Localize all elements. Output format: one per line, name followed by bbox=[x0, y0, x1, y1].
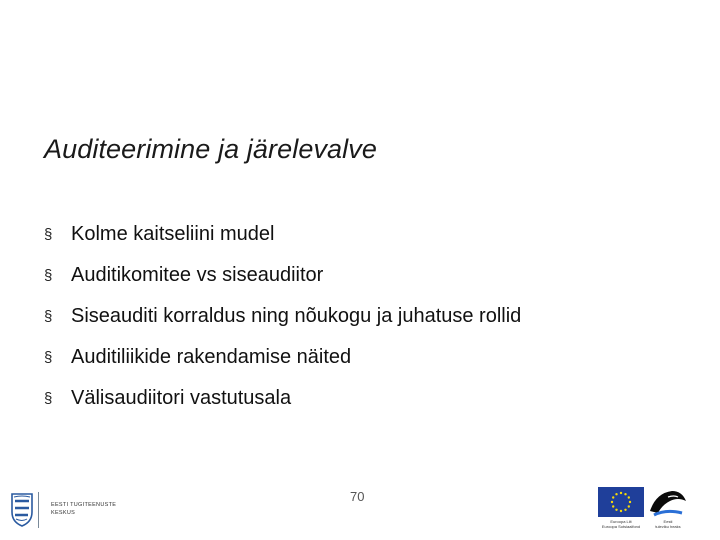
estonia-bird-icon bbox=[648, 487, 688, 519]
list-item bbox=[44, 214, 521, 255]
bullet-text: Kolme kaitseliini mudel bbox=[71, 223, 275, 245]
bullet-marker-icon: § bbox=[44, 390, 53, 407]
page-number: 70 bbox=[350, 489, 365, 504]
list-item bbox=[44, 296, 521, 337]
eu-caption-line: Euroopa Sotsiaalfond bbox=[601, 524, 641, 529]
logo-divider bbox=[38, 492, 39, 528]
bullet-text: Auditiliikide rakendamise näited bbox=[71, 346, 352, 368]
ee-caption bbox=[648, 519, 688, 529]
bullet-marker-icon: § bbox=[44, 349, 53, 366]
organization-name-line: KESKUS bbox=[51, 510, 76, 516]
bullet-marker-icon: § bbox=[44, 226, 53, 243]
funding-logos bbox=[598, 487, 698, 532]
eu-caption bbox=[598, 519, 644, 529]
list-item bbox=[44, 337, 521, 378]
eu-flag-icon bbox=[598, 487, 644, 517]
bullet-text: Siseauditi korraldus ning nõukogu ja juhatuse rollid bbox=[71, 305, 522, 327]
bullet-marker-icon: § bbox=[44, 308, 53, 325]
estonian-crest-icon bbox=[10, 492, 34, 528]
eu-caption-line: Euroopa Liit bbox=[610, 519, 632, 524]
ee-caption-line: tuleviku heaks bbox=[655, 524, 681, 529]
ee-caption-line: Eesti bbox=[663, 519, 673, 524]
list-item bbox=[44, 378, 521, 419]
bullet-list bbox=[44, 214, 521, 419]
organization-name bbox=[51, 501, 116, 517]
organization-logo bbox=[10, 492, 120, 530]
bullet-text: Välisaudiitori vastutusala bbox=[71, 387, 292, 409]
organization-name-line: EESTI TUGITEENUSTE bbox=[51, 502, 117, 508]
bullet-text: Auditikomitee vs siseaudiitor bbox=[71, 264, 324, 286]
list-item bbox=[44, 255, 521, 296]
bullet-marker-icon: § bbox=[44, 267, 53, 284]
slide-title: Auditeerimine ja järelevalve bbox=[44, 134, 377, 164]
